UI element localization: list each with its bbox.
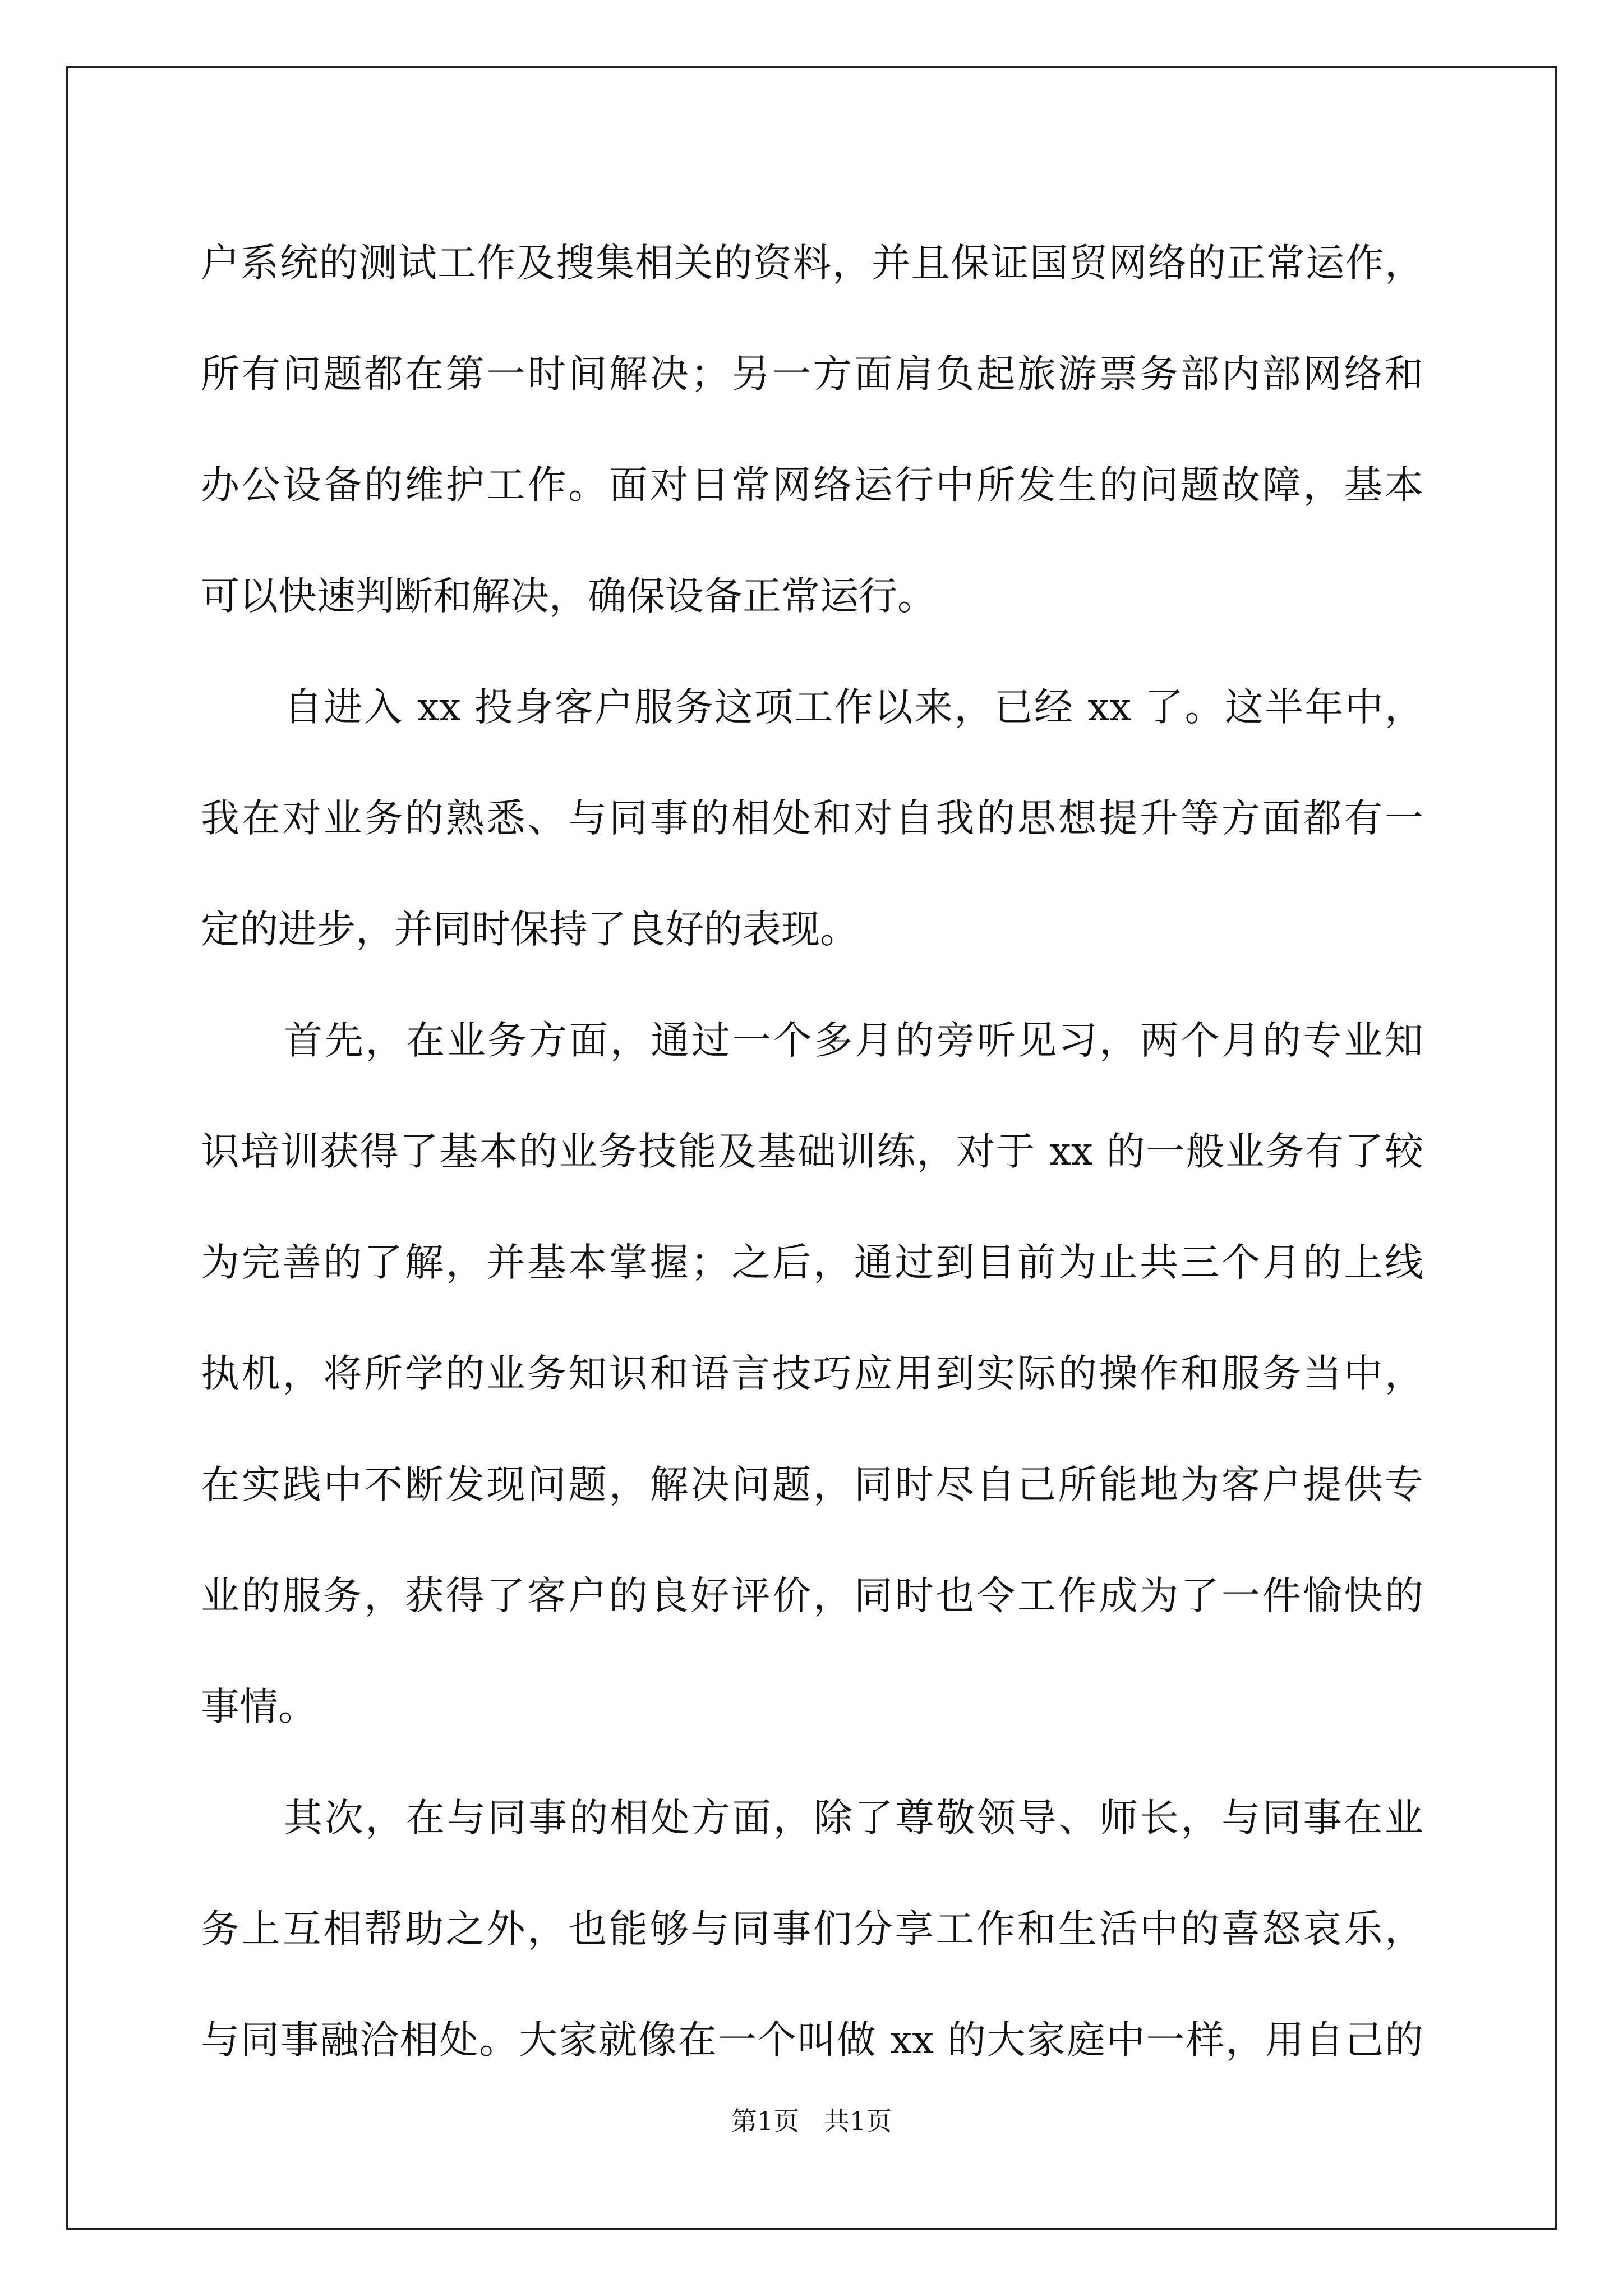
text-line: 可以快速判断和解决，确保设备正常运行。 xyxy=(201,574,936,619)
paragraph-first-line: 自进入 xx 投身客户服务这项工作以来，已经 xx 了。这半年中， xyxy=(284,685,1423,730)
paragraph-first-line: 首先，在业务方面，通过一个多月的旁听见习，两个月的专业知 xyxy=(284,1018,1423,1063)
page-footer: 第1页 共1页 xyxy=(731,2106,892,2136)
text-line: 所有问题都在第一时间解决；另一方面肩负起旅游票务部内部网络和 xyxy=(201,352,1423,397)
text-line: 识培训获得了基本的业务技能及基础训练，对于 xx 的一般业务有了较 xyxy=(201,1129,1423,1174)
text-line: 在实践中不断发现问题，解决问题，同时尽自己所能地为客户提供专 xyxy=(201,1462,1423,1507)
text-line: 为完善的了解，并基本掌握；之后，通过到目前为止共三个月的上线 xyxy=(201,1240,1423,1285)
text-line: 我在对业务的熟悉、与同事的相处和对自我的思想提升等方面都有一 xyxy=(201,796,1423,841)
text-line: 户系统的测试工作及搜集相关的资料，并且保证国贸网络的正常运作， xyxy=(201,241,1423,286)
document-body xyxy=(201,208,1423,2096)
text-line: 业的服务，获得了客户的良好评价，同时也令工作成为了一件愉快的 xyxy=(201,1573,1423,1618)
text-line: 务上互相帮助之外，也能够与同事们分享工作和生活中的喜怒哀乐， xyxy=(201,1907,1423,1952)
text-line: 定的进步，并同时保持了良好的表现。 xyxy=(201,907,859,952)
text-line: 执机，将所学的业务知识和语言技巧应用到实际的操作和服务当中， xyxy=(201,1351,1423,1396)
paragraph-first-line: 其次，在与同事的相处方面，除了尊敬领导、师长，与同事在业 xyxy=(284,1796,1423,1841)
text-line: 与同事融洽相处。大家就像在一个叫做 xx 的大家庭中一样，用自己的 xyxy=(201,2018,1423,2063)
text-line: 办公设备的维护工作。面对日常网络运行中所发生的问题故障，基本 xyxy=(201,463,1423,508)
text-line: 事情。 xyxy=(201,1685,317,1729)
